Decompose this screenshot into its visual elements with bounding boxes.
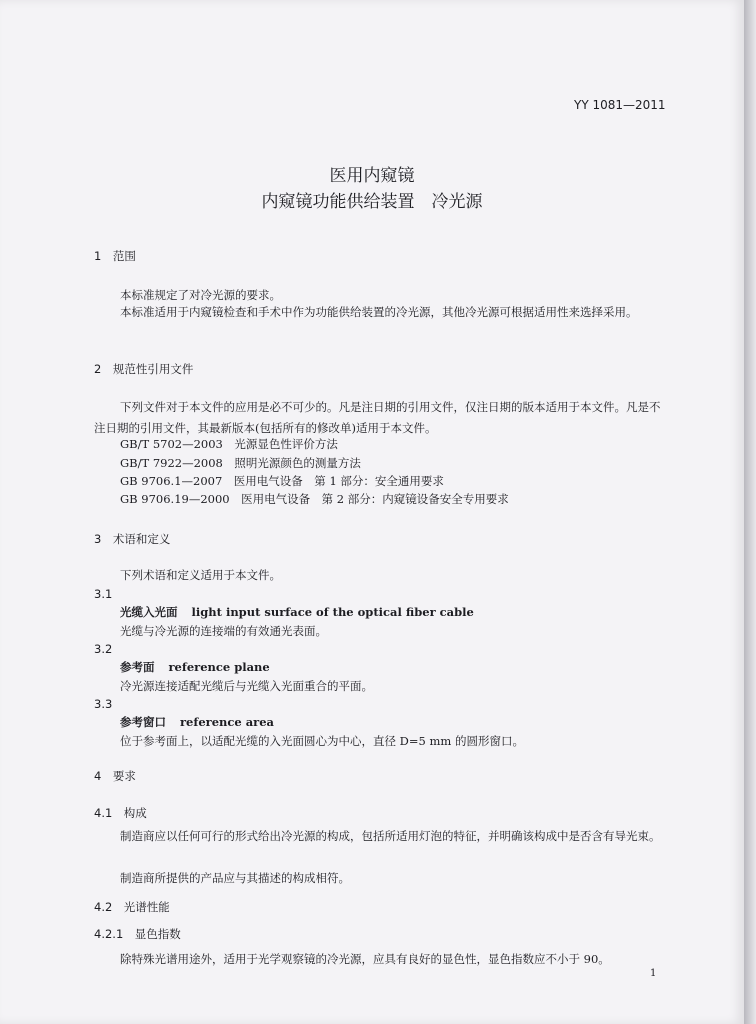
section-1-heading: 1 范围	[94, 249, 136, 263]
section-4-1-para-2: 制造商所提供的产品应与其描述的构成相符。	[120, 871, 350, 885]
section-1-para-1: 本标准规定了对冷光源的要求。	[120, 288, 281, 302]
term-number: 3.3	[94, 697, 113, 711]
section-4-1-para-1: 制造商应以任何可行的形式给出冷光源的构成，包括所适用灯泡的特征，并明确该构成中是否含有导光束。	[120, 829, 661, 843]
term-heading	[120, 604, 474, 620]
section-4-2-1-para-1: 除特殊光谱用途外，适用于光学观察镜的冷光源，应具有良好的显色性，显色指数应不小于 90。	[120, 952, 610, 966]
section-2-heading: 2 规范性引用文件	[94, 362, 194, 376]
term-en: reference plane	[168, 660, 270, 674]
section-4-2-heading: 4.2 光谱性能	[94, 900, 170, 914]
section-4-2-1-heading: 4.2.1 显色指数	[94, 927, 181, 941]
section-2-para-1: 下列文件对于本文件的应用是必不可少的。凡是注日期的引用文件，仅注日期的版本适用于本文件。凡是不注日期的引用文件，其最新版本(包括所有的修改单)适用于本文件。	[94, 400, 661, 435]
term-en: reference area	[180, 715, 274, 729]
section-1-para-2: 本标准适用于内窥镜检查和手术中作为功能供给装置的冷光源，其他冷光源可根据适用性来选择采用。	[120, 305, 638, 319]
term-zh: 参考窗口	[120, 715, 166, 729]
reference-item: GB/T 7922—2008 照明光源颜色的测量方法	[120, 456, 361, 470]
section-4-1-heading: 4.1 构成	[94, 806, 147, 820]
page-edge-shadow	[744, 0, 756, 1024]
reference-item: GB 9706.19—2000 医用电气设备 第 2 部分：内窥镜设备安全专用要求	[120, 492, 509, 506]
reference-item: GB/T 5702—2003 光源显色性评价方法	[120, 437, 338, 451]
term-heading	[120, 714, 274, 730]
page-number: 1	[650, 968, 657, 979]
section-4-heading: 4 要求	[94, 769, 136, 783]
reference-item: GB 9706.1—2007 医用电气设备 第 1 部分：安全通用要求	[120, 474, 444, 488]
term-zh: 光缆入光面	[120, 605, 178, 619]
term-definition: 光缆与冷光源的连接端的有效通光表面。	[120, 624, 327, 638]
section-3-heading: 3 术语和定义	[94, 532, 171, 546]
term-definition: 位于参考面上，以适配光缆的入光面圆心为中心，直径 D=5 mm 的圆形窗口。	[120, 734, 524, 748]
term-number: 3.2	[94, 642, 113, 656]
term-number: 3.1	[94, 587, 113, 601]
term-heading	[120, 659, 270, 675]
standard-code: YY 1081—2011	[574, 98, 666, 112]
title-line-2: 内窥镜功能供给装置 冷光源	[261, 192, 483, 212]
section-3-intro: 下列术语和定义适用于本文件。	[120, 568, 281, 582]
title-line-1: 医用内窥镜	[329, 166, 415, 186]
term-zh: 参考面	[120, 660, 155, 674]
term-definition: 冷光源连接适配光缆后与光缆入光面重合的平面。	[120, 679, 373, 693]
term-en: light input surface of the optical fiber cable	[191, 605, 474, 619]
